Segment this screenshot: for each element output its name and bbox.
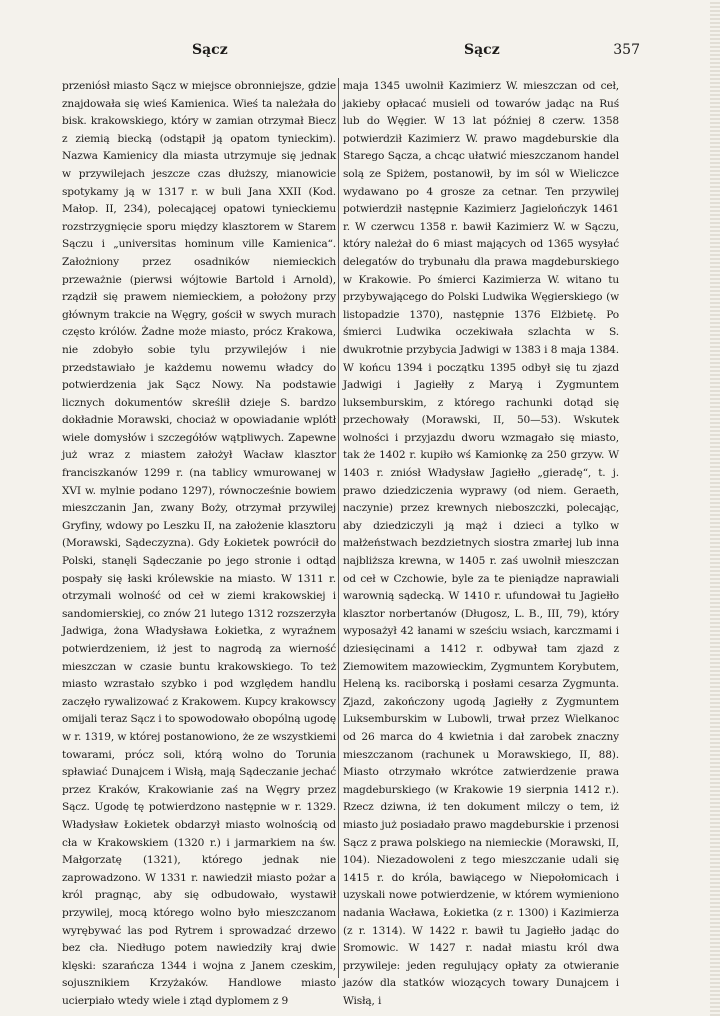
right-column-text: maja 1345 uwolnił Kazimierz W. mieszczan od ceł, jakieby opłacać musieli od towarów jadąc na Ruś lub do Węgier. W 13 lat później 8 czerw. 1358 potwierdził Kazimierz W. prawo magdeburskie dla Starego Sącza, a chcąc ułatwić mieszczanom handel solą ze Spiżem, postanowił, by im sól w Wieliczce wydawano po 4 grosze za cetnar. Ten przywilej potwierdził następnie Kazimierz Jagielończyk 1461 r. W czerwcu 1358 r. bawił Kazimierz W. w Sączu, który należał do 6 miast mających od 1365 wysyłać delegatów do trybunału dla prawa magdeburskiego w Krakowie. Po śmierci Kazimierza W. witano tu przybywającego do Polski Ludwika Węgierskiego (w listopadzie 1370), następnie 1376 Elżbietę. Po śmierci Ludwika oczekiwała szlachta w S. dwukrotnie przybycia Jadwigi w 1383 i 8 maja 1384. W końcu 1394 i początku 1395 odbył się tu zjazd Jadwigi i Jagiełły z Maryą i Zygmuntem luksemburskim, z którego rachunki dotąd się przechowały (Morawski, II, 50—53). Wskutek wolności i przyjazdu dworu wzmagało się miasto, tak że 1402 r. kupiło wś Kamionkę za 250 grzyw. W 1403 r. zniósł Władysław Jagiełło „gieradę“, t. j. prawo dziedziczenia wyprawy (od niem. Geraeth, naczynie) przez krewnych nieboszczki, polecając, aby dziedziczyli ją mąż i dzieci a tylko w małżeństwach bezdzietnych siostra zmarłej lub inna najbliższa krewna, w 1405 r. zaś uwolnił mieszczan od ceł w Czchowie, byle za te pieniądze naprawiali warownią sądecką. W 1410 r. ufundował tu Jagiełło klasztor norbertanów (Długosz, L. B., III, 79), który wyposażył 42 łanami w sześciu wsiach, karczmami i dziesięcinami a 1412 r. odbywał tam zjazd z Ziemowitem mazowieckim, Zygmuntem Korybutem, Heleną ks. raciborską i posłami cesarza Zygmunta. Zjazd, zakończony ugodą Jagiełły z Zygmuntem Luksemburskim w Lubowli, trwał przez Wielkanoc od 26 marca do 4 kwietnia i dał zarobek znaczny mieszczanom (rachunek u Morawskiego, II, 88). Miasto otrzymało wkrótce zatwierdzenie prawa magdeburskiego (w Krakowie 19 sierpnia 1412 r.). Rzecz dziwna, iż ten dokument milczy o tem, iż miasto już posiadało prawo magdeburskie i przenosi Sącz z prawa polskiego na niemieckie (Morawski, II, 104). Niezadowoleni z tego mieszczanie udali się 1415 r. do króla, bawiącego w Niepołomicach i uzyskali nowe potwierdzenie, w którem wymieniono nadania Wacława, Łokietka (z r. 1300) i Kazimierza (z r. 1314). W 1422 r. bawił tu Jagiełło jadąc do Sromowic. W 1427 r. nadał miastu król dwa przywileje: jeden regulujący opłaty za otwieranie jazów dla statków wiozących towary Dunajcem i Wisłą, i bbox=[343, 80, 619, 1007]
right-column bbox=[343, 78, 619, 1007]
left-column bbox=[62, 78, 336, 1007]
page-number: 357 bbox=[613, 42, 640, 58]
running-header bbox=[60, 42, 640, 64]
page-edge bbox=[710, 0, 720, 1016]
header-right-title: Sącz bbox=[464, 42, 500, 58]
header-left-title: Sącz bbox=[192, 42, 228, 58]
left-column-text: przeniósł miasto Sącz w miejsce obronniejsze, gdzie znajdowała się wieś Kamienica. Wieś ta należała do bisk. krakowskiego, który w zamian otrzymał Biecz z ziemią biecką (odstąpił ją opatom tynieckim). Nazwa Kamienicy dla miasta utrzymuje się jednak w przywilejach jeszcze czas dłuższy, mianowicie spotykamy ją w 1317 r. w buli Jana XXII (Kod. Małop. II, 234), polecającej opatowi tynieckiemu rozstrzygnięcie sporu między klasztorem w Starem Sączu i „universitas hominum ville Kamienica“. Założniony przez osadników niemieckich przeważnie (pierwsi wójtowie Bartold i Arnold), rządził się prawem niemieckiem, a położony przy głównym trakcie na Węgry, gościł w swych murach często królów. Żadne może miasto, prócz Krakowa, nie zdobyło sobie tylu przywilejów i nie przedstawiało je każdemu nowemu władcy do potwierdzenia jak Sącz Nowy. Na podstawie licznych dokumentów skreślił dzieje S. bardzo dokładnie Morawski, chociaż w opowiadanie wplótł wiele domysłów i szczegółów wątpliwych. Zapewne już wraz z miastem założył Wacław klasztor franciszkanów 1299 r. (na tablicy wmurowanej w XVI w. mylnie podano 1297), równocześnie bowiem mieszczanin Jan, zwany Boży, otrzymał przywilej Gryfiny, wdowy po Leszku II, na założenie klasztoru (Morawski, Sądeczyzna). Gdy Łokietek powrócił do Polski, stanęli Sądeczanie po jego stronie i odtąd pospały się łaski królewskie na miasto. W 1311 r. otrzymali wolność od ceł w ziemi krakowskiej i sandomierskiej, co znów 21 lutego 1312 rozszerzyła Jadwiga, żona Władysława Łokietka, z wyraźnem potwierdzeniem, iż jest to nagrodą za wierność mieszczan w czasie buntu krakowskiego. To też miasto wzrastało szybko i pod względem handlu zaczęło rywalizować z Krakowem. Kupcy krakowscy omijali teraz Sącz i to spowodowało obopólną ugodę w r. 1319, w której postanowiono, że ze wszystkiemi towarami, prócz soli, którą wolno do Torunia spławiać Dunajcem i Wisłą, mają Sądeczanie jechać przez Kraków, Krakowianie zaś na Węgry przez Sącz. Ugodę tę potwierdzono następnie w r. 1329. Władysław Łokietek obdarzył miasto wolnością od cła w Krakowskiem (1320 r.) i jarmarkiem na św. Małgorzatę (1321), którego jednak nie zaprowadzono. W 1331 r. nawiedził miasto pożar a król pragnąc, aby się odbudowało, wystawił przywilej, mocą którego wolno było mieszczanom wyrębywać las pod Rytrem i sprowadzać drzewo bez cła. Niedługo potem nawiedziły kraj dwie klęski: szarańcza 1344 i wojna z Janem czeskim, sojusznikiem Krzyżaków. Handlowe miasto ucierpiało wtedy wiele i ztąd dyplomem z 9 bbox=[62, 80, 336, 1007]
column-divider bbox=[338, 78, 339, 978]
